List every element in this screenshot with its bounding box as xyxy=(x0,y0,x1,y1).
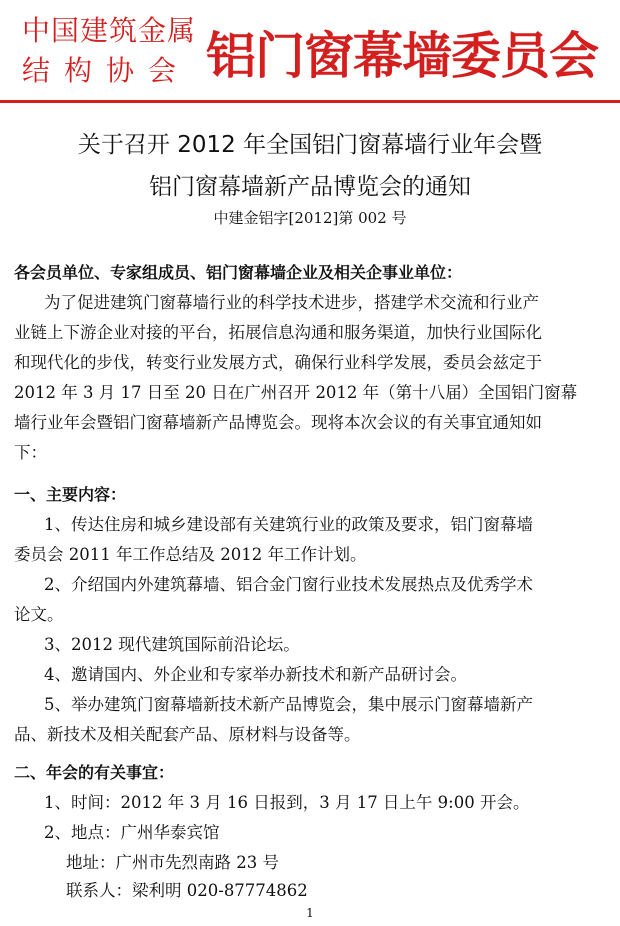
section2-heading: 二、年会的有关事宜： xyxy=(14,763,175,782)
intro-line: 为了促进建筑门窗幕墙行业的科学技术进步，搭建学术交流和行业产 xyxy=(44,293,539,312)
intro-line: 2012 年 3 月 17 日至 20 日在广州召开 2012 年（第十八届）全国铝门窗幕 xyxy=(14,383,578,402)
section1-item: 4、邀请国内、外企业和专家举办新技术和新产品研讨会。 xyxy=(44,665,467,684)
letterhead-red-rule xyxy=(0,100,620,103)
section1-item: 5、举办建筑门窗幕墙新技术新产品博览会，集中展示门窗幕墙新产 xyxy=(44,695,533,714)
notice-title-line1: 关于召开 2012 年全国铝门窗幕墙行业年会暨 xyxy=(77,132,543,158)
intro-line: 和现代化的步伐，转变行业发展方式，确保行业科学发展，委员会兹定于 xyxy=(14,353,542,372)
meeting-time: 1、时间：2012 年 3 月 16 日报到，3 月 17 日上午 9:00 开会。 xyxy=(44,793,530,812)
section1-item: 1、传达住房和城乡建设部有关建筑行业的政策及要求，铝门窗幕墙 xyxy=(44,515,533,534)
intro-line: 墙行业年会暨铝门窗幕墙新产品博览会。现将本次会议的有关事宜通知如 xyxy=(14,413,542,432)
page-number: 1 xyxy=(306,906,314,920)
section1-heading: 一、主要内容： xyxy=(14,485,127,504)
venue-address: 地址：广州市先烈南路 23 号 xyxy=(66,853,279,872)
letterhead-org-line1: 中国建筑金属 xyxy=(22,14,197,47)
section1-item: 论文。 xyxy=(14,605,64,624)
contact-person: 联系人：梁利明 020-87774862 xyxy=(66,881,308,900)
section1-item: 3、2012 现代建筑国际前沿论坛。 xyxy=(44,635,300,654)
intro-line: 下： xyxy=(14,443,47,462)
intro-line: 业链上下游企业对接的平台，拓展信息沟通和服务渠道，加快行业国际化 xyxy=(14,323,542,342)
meeting-venue: 2、地点：广州华泰宾馆 xyxy=(44,823,220,842)
section1-item: 品、新技术及相关配套产品、原材料与设备等。 xyxy=(14,725,361,744)
document-number: 中建金铝字[2012]第 002 号 xyxy=(213,209,407,227)
notice-title-line2: 铝门窗幕墙新产品博览会的通知 xyxy=(149,174,471,200)
letterhead-org-line2: 结构协会 xyxy=(22,54,191,87)
section1-item: 2、介绍国内外建筑幕墙、铝合金门窗行业技术发展热点及优秀学术 xyxy=(44,575,533,594)
letterhead-committee-name: 铝门窗幕墙委员会 xyxy=(206,27,598,85)
letterhead xyxy=(0,0,620,100)
section1-item: 委员会 2011 年工作总结及 2012 年工作计划。 xyxy=(14,545,367,564)
salutation: 各会员单位、专家组成员、铝门窗幕墙企业及相关企事业单位： xyxy=(14,263,463,282)
